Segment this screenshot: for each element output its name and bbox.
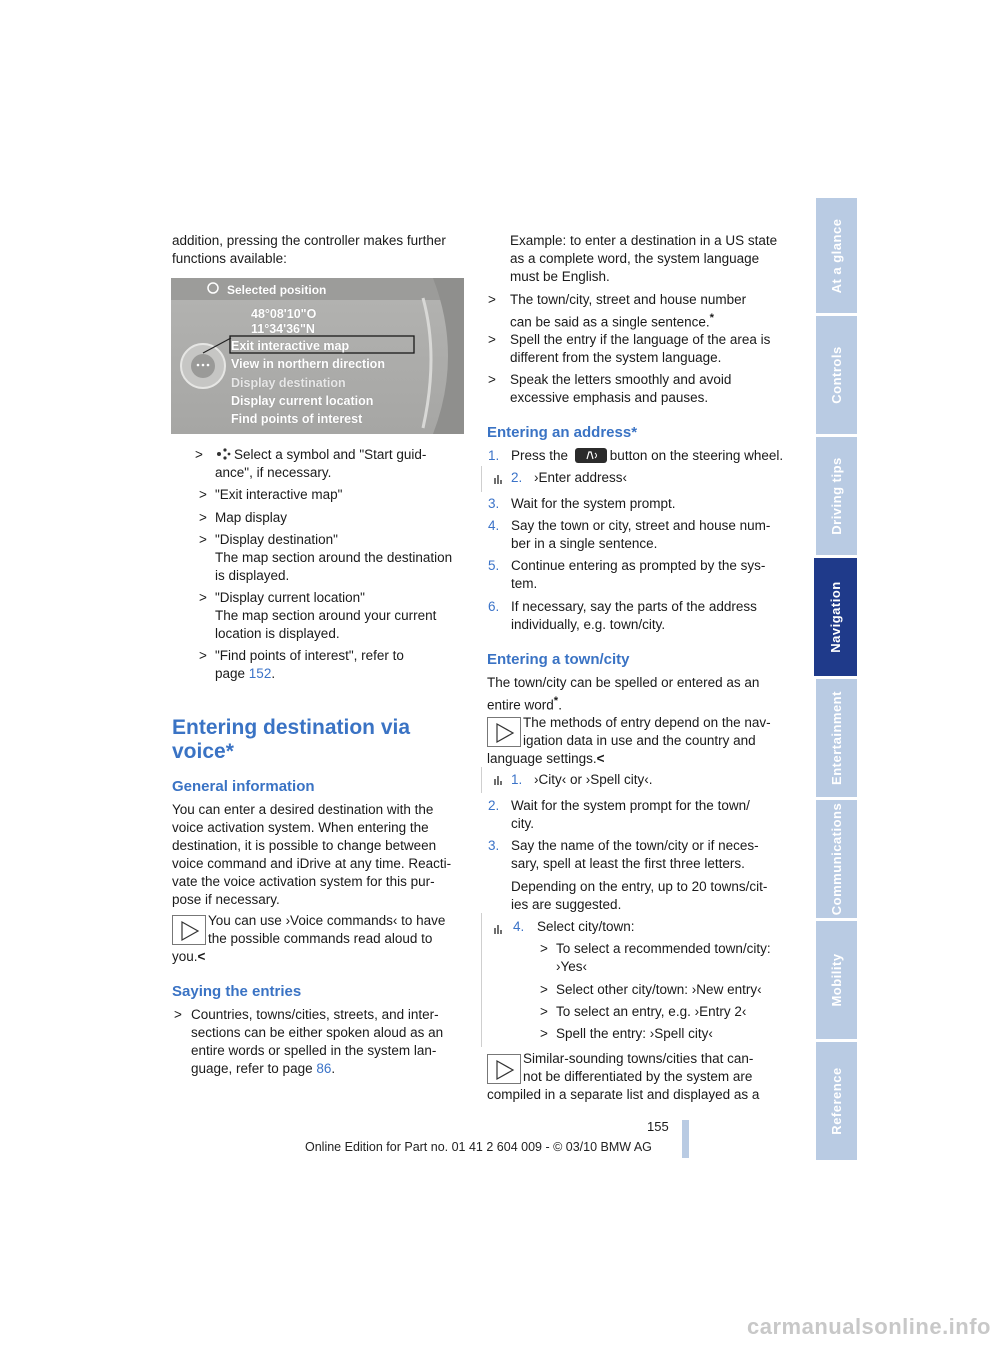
list-item-text: excessive emphasis and pauses.	[510, 390, 709, 405]
list-item-text: page	[215, 666, 249, 681]
watermark: carmanualsonline.info	[747, 1314, 991, 1339]
step-item-text: tem.	[511, 576, 538, 591]
subsection-heading: Saying the entries	[172, 983, 302, 1000]
screen-coord-1: 48°08'10"O	[251, 307, 317, 321]
side-tab-entertainment[interactable]	[816, 679, 857, 797]
side-tab-label: Controls	[828, 346, 844, 404]
note-triangle-icon	[488, 718, 522, 748]
end-mark-icon: <	[596, 751, 605, 766]
idrive-screen-image	[171, 278, 464, 434]
side-tab-label: Mobility	[828, 953, 844, 1007]
side-tab-navigation[interactable]	[814, 558, 857, 676]
list-item-text: ance", if necessary.	[215, 465, 332, 480]
side-tab-label: Reference	[828, 1067, 844, 1135]
page-link[interactable]: 86	[316, 1061, 332, 1076]
list-item-text: "Find points of interest", refer to	[215, 648, 404, 663]
section-heading: voice*	[172, 740, 234, 763]
paragraph-line: Depending on the entry, up to 20 towns/cit-	[511, 879, 768, 894]
subsection-heading: General information	[172, 778, 315, 795]
destination-flag-icon	[215, 447, 231, 461]
subsection-heading: Entering a town/city	[487, 651, 630, 668]
paragraph-line: as a complete word, the system language	[510, 251, 760, 266]
note-triangle-icon	[173, 916, 207, 946]
note-icon	[172, 915, 206, 945]
list-item-text: different from the system language.	[510, 350, 722, 365]
screen-item-exit[interactable]: Exit interactive map	[231, 339, 350, 353]
side-tab-at-a-glance[interactable]	[816, 198, 857, 313]
paragraph-line: entire word*.	[487, 695, 562, 713]
talk-button-icon	[575, 448, 607, 463]
screen-item-destination[interactable]: Display destination	[231, 376, 346, 390]
list-item-text: The map section around your current	[215, 608, 437, 623]
screen-item-north[interactable]: View in northern direction	[231, 357, 385, 371]
side-tab-controls[interactable]	[816, 316, 857, 434]
note-line: the possible commands read aloud to	[208, 931, 433, 946]
microphone-icon	[489, 470, 509, 490]
screen-item-current-location[interactable]: Display current location	[231, 394, 374, 408]
end-mark-icon: <	[197, 949, 206, 964]
list-item-text: Countries, towns/cities, streets, and inter-	[191, 1007, 439, 1022]
step-item-text: individually, e.g. town/city.	[511, 617, 666, 632]
paragraph-line: voice activation system. When entering the	[172, 820, 429, 835]
microphone-icon	[489, 920, 509, 940]
subsection-heading: Entering an address*	[487, 424, 638, 441]
list-item-text: Map display	[215, 510, 288, 525]
side-tab-reference[interactable]	[816, 1042, 857, 1160]
list-item-text: is displayed.	[215, 568, 290, 583]
paragraph-line: pose if necessary.	[172, 892, 280, 907]
page-marker	[682, 1120, 689, 1158]
side-tab-label: Driving tips	[828, 457, 844, 535]
page-link[interactable]: 152	[248, 666, 272, 681]
section-heading: Entering destination via	[172, 716, 411, 739]
side-tab-label: Communications	[828, 802, 844, 916]
step-item-text: ber in a single sentence.	[511, 536, 658, 551]
note-icon	[487, 1054, 521, 1084]
list-item-text: "Exit interactive map"	[215, 487, 343, 502]
microphone-icon	[489, 771, 509, 791]
side-tab-driving-tips[interactable]	[816, 437, 857, 555]
step-item-text: city.	[511, 816, 534, 831]
paragraph-line: destination, it is possible to change between	[172, 838, 437, 853]
paragraph-line: You can enter a desired destination with the	[172, 802, 434, 817]
note-line: language settings.<	[487, 751, 605, 766]
note-line: compiled in a separate list and displayed as a	[487, 1087, 760, 1102]
list-item-text: page 152.	[215, 666, 276, 681]
list-item-text: sections can be either spoken aloud as an	[191, 1025, 444, 1040]
note-icon	[487, 717, 521, 747]
note-triangle-icon	[488, 1055, 522, 1085]
paragraph-line: The town/city can be spelled or entered as an	[487, 675, 760, 690]
list-item-text: The map section around the destination	[215, 550, 453, 565]
screen-coord-2: 11°34'36"N	[251, 322, 315, 336]
divider	[481, 466, 482, 492]
screen-title: Selected position	[227, 283, 327, 297]
side-tab-mobility[interactable]	[816, 921, 857, 1039]
divider	[481, 913, 482, 1047]
list-item-text: entire words or spelled in the system lan-	[191, 1043, 437, 1058]
page-number: 155	[647, 1119, 669, 1134]
paragraph-line: must be English.	[510, 269, 610, 284]
paragraph-line: vate the voice activation system for this pur-	[172, 874, 435, 889]
list-item-text: location is displayed.	[215, 626, 340, 641]
side-tab-label: Navigation	[827, 581, 843, 653]
side-tab-communications[interactable]	[816, 800, 857, 918]
note-line: igation data in use and the country and	[523, 733, 756, 748]
list-item-text: can be said as a single sentence.*	[510, 312, 715, 330]
note-line: Similar-sounding towns/cities that can-	[523, 1051, 754, 1066]
note-line: you.<	[172, 949, 206, 964]
edition-line: Online Edition for Part no. 01 41 2 604 009 - © 03/10 BMW AG	[305, 1140, 652, 1154]
paragraph-line: voice command and iDrive at any time. Reacti-	[172, 856, 452, 871]
list-item-text: guage, refer to page 86.	[191, 1061, 336, 1076]
screen-item-poi[interactable]: Find points of interest	[231, 412, 363, 426]
list-item-text: "Display current location"	[215, 590, 365, 605]
paragraph-line: ies are suggested.	[511, 897, 622, 912]
list-item-text: "Display destination"	[215, 532, 338, 547]
note-line: not be differentiated by the system are	[523, 1069, 753, 1084]
note-line: The methods of entry depend on the nav-	[523, 715, 771, 730]
side-tab-label: At a glance	[828, 218, 844, 293]
side-tab-label: Entertainment	[828, 691, 844, 785]
intro-line: functions available:	[172, 251, 287, 266]
list-item-text: ›Yes‹	[556, 959, 588, 974]
note-line: You can use ›Voice commands‹ to have	[208, 913, 446, 928]
paragraph-line: Example: to enter a destination in a US state	[510, 233, 778, 248]
step-item-text: sary, spell at least the first three letters.	[511, 856, 745, 871]
divider	[481, 767, 482, 793]
list-item-text: Select a symbol and "Start guid-	[234, 447, 427, 462]
intro-line: addition, pressing the controller makes further	[172, 233, 446, 248]
